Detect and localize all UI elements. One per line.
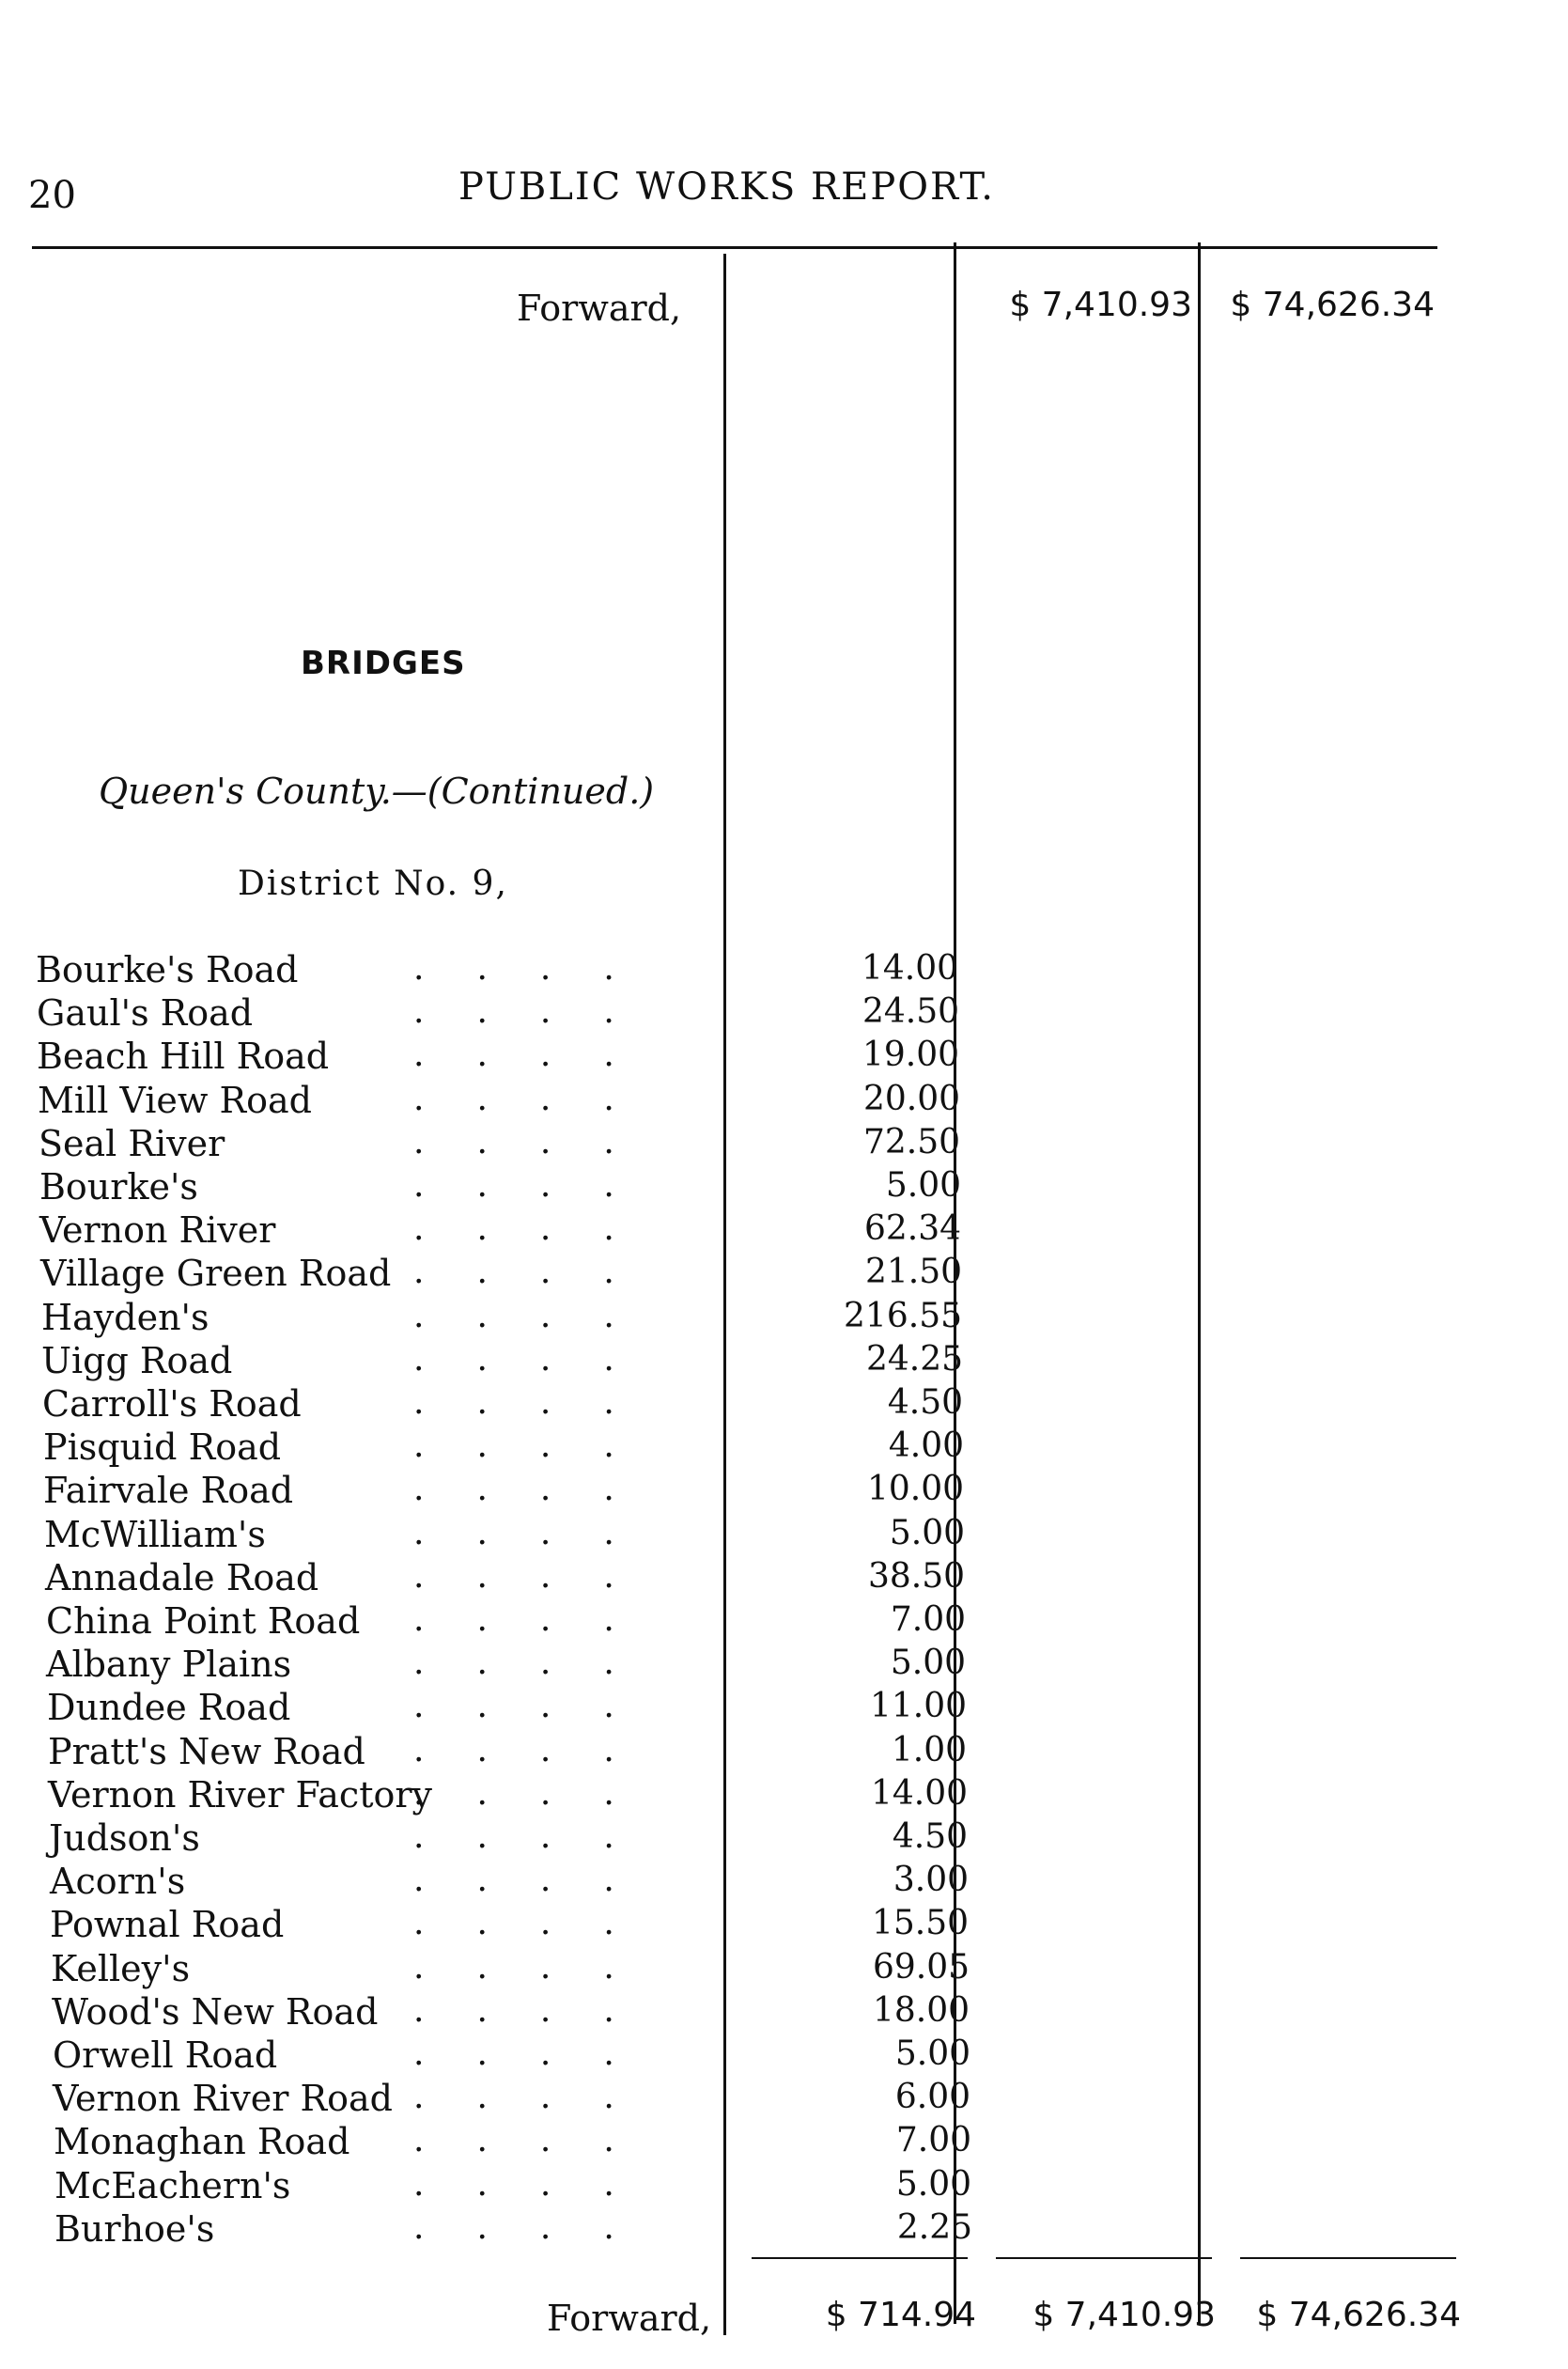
bridge-amount: 5.00 [885,1166,961,1205]
bridge-amount: 5.00 [889,1514,965,1552]
forward-amount-col3-bottom: $ 74,626.34 [1256,2296,1461,2334]
column-divider-3 [1198,242,1201,2324]
leader-dots: .... [413,1557,667,1596]
bridge-amount: 216.55 [844,1297,962,1335]
leader-dots: .... [413,1731,667,1769]
leader-dots: .... [413,1600,667,1639]
leader-dots: .... [413,1644,667,1682]
leader-dots: .... [413,2165,667,2204]
bridge-name: Burhoe's [54,2208,215,2250]
bridge-name: Kelley's [51,1948,191,1989]
forward-label-top: Forward, [517,288,682,329]
bridge-name: Wood's New Road [52,1991,379,2033]
leader-dots: .... [413,992,667,1031]
forward-amount-col2-bottom: $ 7,410.93 [1032,2296,1216,2334]
bridge-name: Vernon River Factory [48,1774,432,1816]
bridge-amount: 21.50 [864,1253,962,1291]
column-divider-1 [723,254,726,2335]
forward-amount-col3-top: $ 74,626.34 [1230,286,1435,324]
bridge-name: Vernon River [39,1209,276,1251]
bridge-amount: 38.50 [867,1557,965,1596]
leader-dots: .... [413,1253,667,1291]
leader-dots: .... [413,1340,667,1379]
bridge-name: Pownal Road [50,1904,285,1945]
bridge-name: Carroll's Road [42,1383,302,1425]
bridge-amount: 69.05 [872,1948,970,1987]
bridge-name: Annadale Road [45,1557,319,1598]
leader-dots: .... [413,1774,667,1813]
bridge-amount: 14.00 [870,1774,968,1813]
bridge-name: Acorn's [50,1861,186,1902]
bridge-amount: 4.50 [892,1817,968,1856]
bridge-amount: 24.25 [865,1340,963,1379]
bridge-amount: 5.00 [895,2165,971,2204]
subtotal-rule-col3 [1240,2257,1456,2259]
bridge-name: Bourke's [39,1166,198,1208]
leader-dots: .... [413,1383,667,1422]
bridge-amount: 5.00 [894,2034,970,2073]
subtotal-rule-col1 [752,2257,968,2259]
forward-amount-col2-top: $ 7,410.93 [1009,286,1192,324]
bridge-name: Pisquid Road [43,1426,282,1468]
leader-dots: .... [413,2078,667,2116]
forward-label-bottom: Forward, [547,2298,712,2339]
bridge-amount: 18.00 [872,1991,970,2030]
leader-dots: .... [413,1209,667,1248]
leader-dots: .... [413,1123,667,1161]
bridge-name: Village Green Road [40,1253,392,1294]
section-heading: BRIDGES [301,645,466,682]
bridge-name: Dundee Road [47,1687,291,1728]
leader-dots: .... [413,1080,667,1118]
leader-dots: .... [413,1904,667,1942]
bridge-name: McEachern's [54,2165,291,2206]
bridge-amount: 14.00 [861,949,958,988]
bridge-amount: 10.00 [866,1470,964,1508]
district-label: District No. 9, [238,865,508,903]
page-number: 20 [28,174,76,217]
bridge-name: Seal River [39,1123,225,1164]
leader-dots: .... [413,1297,667,1335]
leader-dots: .... [413,1036,667,1074]
bridge-amount: 2.25 [896,2208,972,2247]
bridge-amount: 15.50 [871,1904,969,1942]
bridge-name: Orwell Road [53,2034,278,2076]
leader-dots: .... [413,1991,667,2030]
bridge-name: Pratt's New Road [48,1731,365,1772]
county-subheading: Queen's County.—(Continued.) [99,771,655,812]
bridge-name: McWilliam's [44,1514,266,1555]
subtotal-rule-col2 [996,2257,1212,2259]
bridge-amount: 11.00 [869,1687,967,1725]
bridge-amount: 3.00 [893,1861,969,1899]
page-title: PUBLIC WORKS REPORT. [458,165,995,209]
leader-dots: .... [413,2121,667,2159]
bridge-amount: 20.00 [862,1080,960,1118]
header-rule [32,246,1437,249]
bridge-amount: 7.00 [895,2121,971,2159]
leader-dots: .... [413,1948,667,1987]
bridge-amount: 4.00 [888,1426,964,1465]
bridge-amount: 7.00 [890,1600,966,1639]
forward-amount-col1-bottom: $ 714.94 [825,2296,976,2334]
bridge-name: Monaghan Road [54,2121,350,2162]
leader-dots: .... [413,1166,667,1205]
bridge-name: Uigg Road [41,1340,233,1381]
bridge-name: Vernon River Road [53,2078,393,2119]
bridge-name: China Point Road [46,1600,361,1642]
bridge-amount: 6.00 [894,2078,970,2116]
bridge-amount: 62.34 [863,1209,961,1248]
bridge-amount: 1.00 [891,1731,967,1769]
leader-dots: .... [413,1514,667,1552]
bridge-amount: 19.00 [862,1036,959,1074]
bridge-name: Albany Plains [46,1644,292,1685]
bridge-name: Bourke's Road [36,949,299,990]
bridge-name: Beach Hill Road [37,1036,330,1077]
leader-dots: .... [413,1470,667,1508]
leader-dots: .... [413,1861,667,1899]
leader-dots: .... [413,2208,667,2247]
leader-dots: .... [413,2034,667,2073]
bridge-name: Judson's [49,1817,200,1859]
leader-dots: .... [413,1687,667,1725]
bridge-amount: 5.00 [890,1644,966,1682]
bridge-name: Fairvale Road [43,1470,294,1511]
bridge-amount: 4.50 [887,1383,963,1422]
bridge-name: Mill View Road [38,1080,312,1121]
bridge-name: Gaul's Road [37,992,254,1034]
leader-dots: .... [413,1817,667,1856]
leader-dots: .... [413,1426,667,1465]
bridge-amount: 72.50 [862,1123,960,1161]
leader-dots: .... [413,949,667,988]
bridge-name: Hayden's [41,1297,210,1338]
bridge-amount: 24.50 [862,992,959,1031]
